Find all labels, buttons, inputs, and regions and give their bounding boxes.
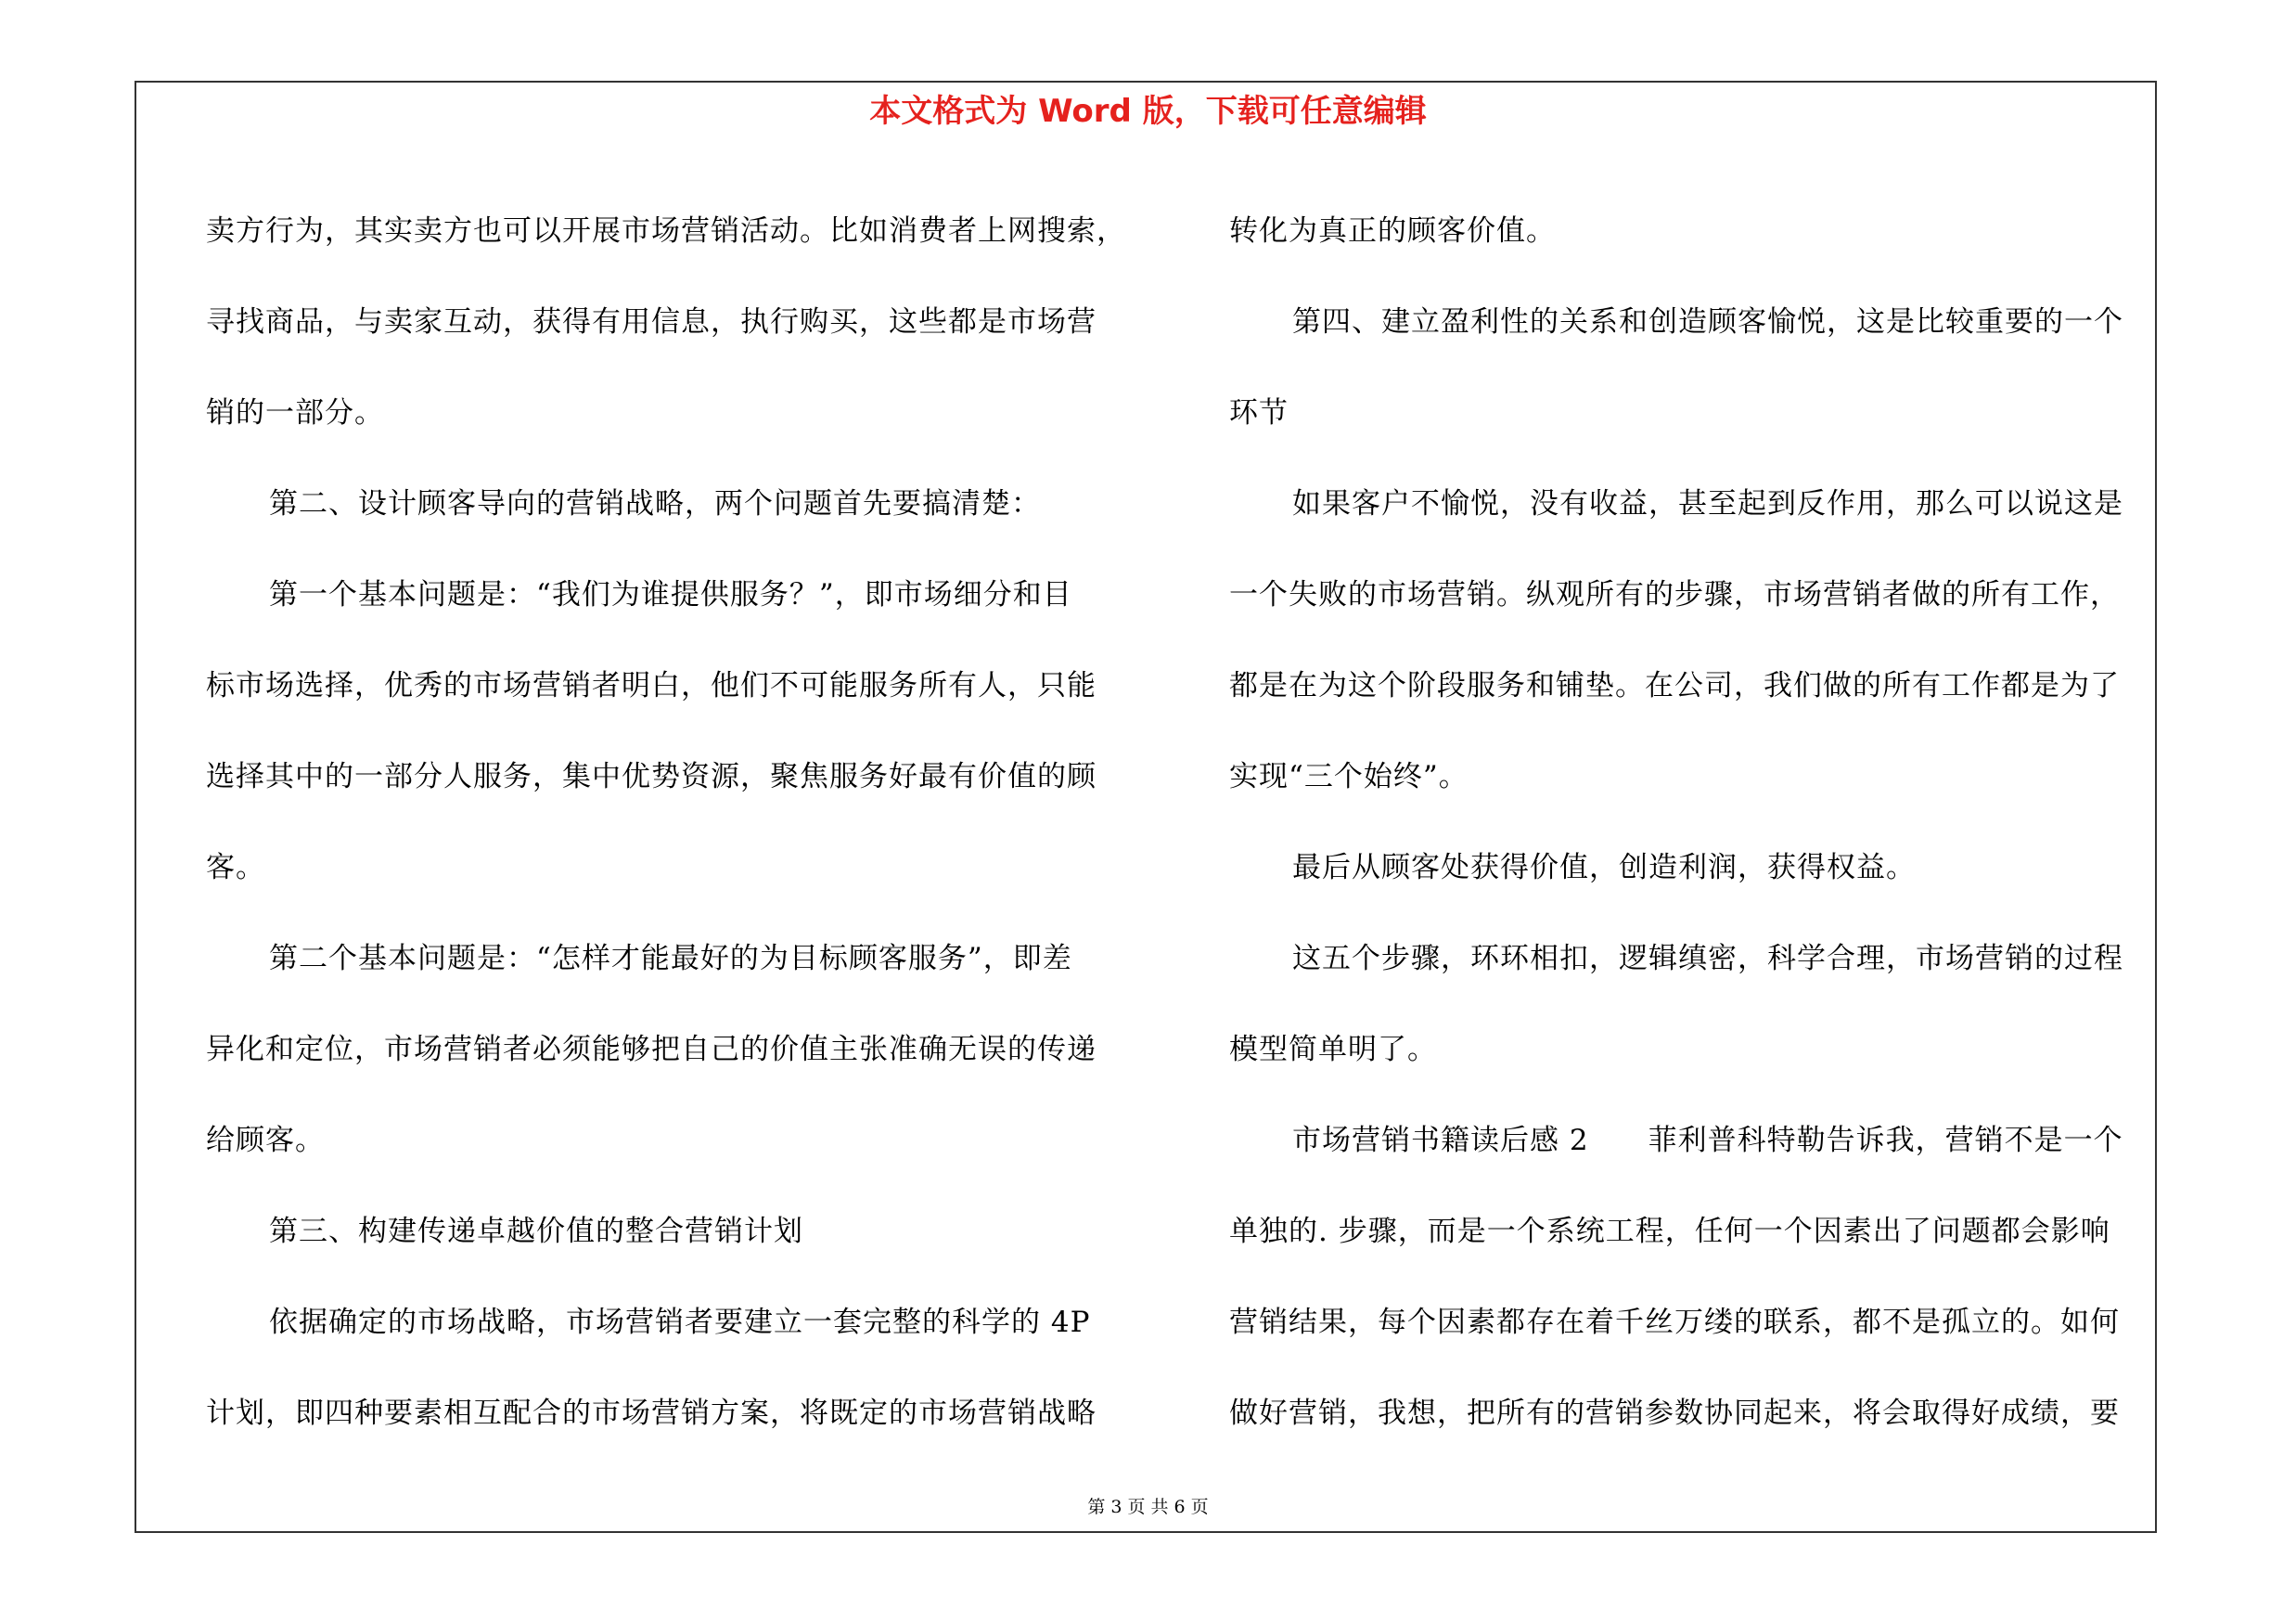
text-line: 销的一部分。 <box>206 396 384 430</box>
text-line: 卖方行为，其实卖方也可以开展市场营销活动。比如消费者上网搜索， <box>206 214 1126 248</box>
text-line: 模型简单明了。 <box>1229 1033 1437 1066</box>
text-line: 第一个基本问题是：“我们为谁提供服务？”，即市场细分和目 <box>269 578 1072 612</box>
text-line: 实现“三个始终”。 <box>1229 760 1469 793</box>
text-line: 第二个基本问题是：“怎样才能最好的为目标顾客服务”，即差 <box>269 942 1072 975</box>
text-line: 做好营销，我想，把所有的营销参数协同起来，将会取得好成绩，要 <box>1229 1397 2120 1430</box>
text-line: 依据确定的市场战略，市场营销者要建立一套完整的科学的 4P <box>269 1306 1091 1339</box>
text-line: 标市场选择，优秀的市场营销者明白，他们不可能服务所有人，只能 <box>206 669 1097 702</box>
text-line: 给顾客。 <box>206 1124 325 1157</box>
text-line: 营销结果，每个因素都存在着千丝万缕的联系，都不是孤立的。如何 <box>1229 1306 2120 1339</box>
right-text-column <box>1229 186 2149 1459</box>
text-line: 单独的. 步骤，而是一个系统工程，任何一个因素出了问题都会影响 <box>1229 1215 2110 1248</box>
text-line: 异化和定位，市场营销者必须能够把自己的价值主张准确无误的传递 <box>206 1033 1097 1066</box>
text-line: 选择其中的一部分人服务，集中优势资源，聚焦服务好最有价值的顾 <box>206 760 1097 793</box>
page-number-footer: 第 3 页 共 6 页 <box>1087 1497 1209 1517</box>
text-line: 都是在为这个阶段服务和铺垫。在公司，我们做的所有工作都是为了 <box>1229 669 2120 702</box>
format-banner: 本文格式为 Word 版，下载可任意编辑 <box>869 93 1427 130</box>
text-line: 寻找商品，与卖家互动，获得有用信息，执行购买，这些都是市场营 <box>206 305 1097 339</box>
text-line: 计划，即四种要素相互配合的市场营销方案，将既定的市场营销战略 <box>206 1397 1097 1430</box>
text-line: 环节 <box>1229 396 1289 430</box>
left-text-column <box>206 186 1132 1459</box>
text-line: 市场营销书籍读后感 2 菲利普科特勒告诉我，营销不是一个 <box>1292 1124 2123 1157</box>
text-line: 第四、建立盈利性的关系和创造顾客愉悦，这是比较重要的一个 <box>1292 305 2123 339</box>
text-line: 一个失败的市场营销。纵观所有的步骤，市场营销者做的所有工作， <box>1229 578 2120 612</box>
text-line: 第二、设计顾客导向的营销战略，两个问题首先要搞清楚： <box>269 487 1041 521</box>
text-line: 这五个步骤，环环相扣，逻辑缜密，科学合理，市场营销的过程 <box>1292 942 2123 975</box>
text-line: 客。 <box>206 851 265 884</box>
text-line: 如果客户不愉悦，没有收益，甚至起到反作用，那么可以说这是 <box>1292 487 2123 521</box>
text-line: 最后从顾客处获得价值，创造利润，获得权益。 <box>1292 851 1916 884</box>
text-line: 转化为真正的顾客价值。 <box>1229 214 1556 248</box>
text-line: 第三、构建传递卓越价值的整合营销计划 <box>269 1215 803 1248</box>
